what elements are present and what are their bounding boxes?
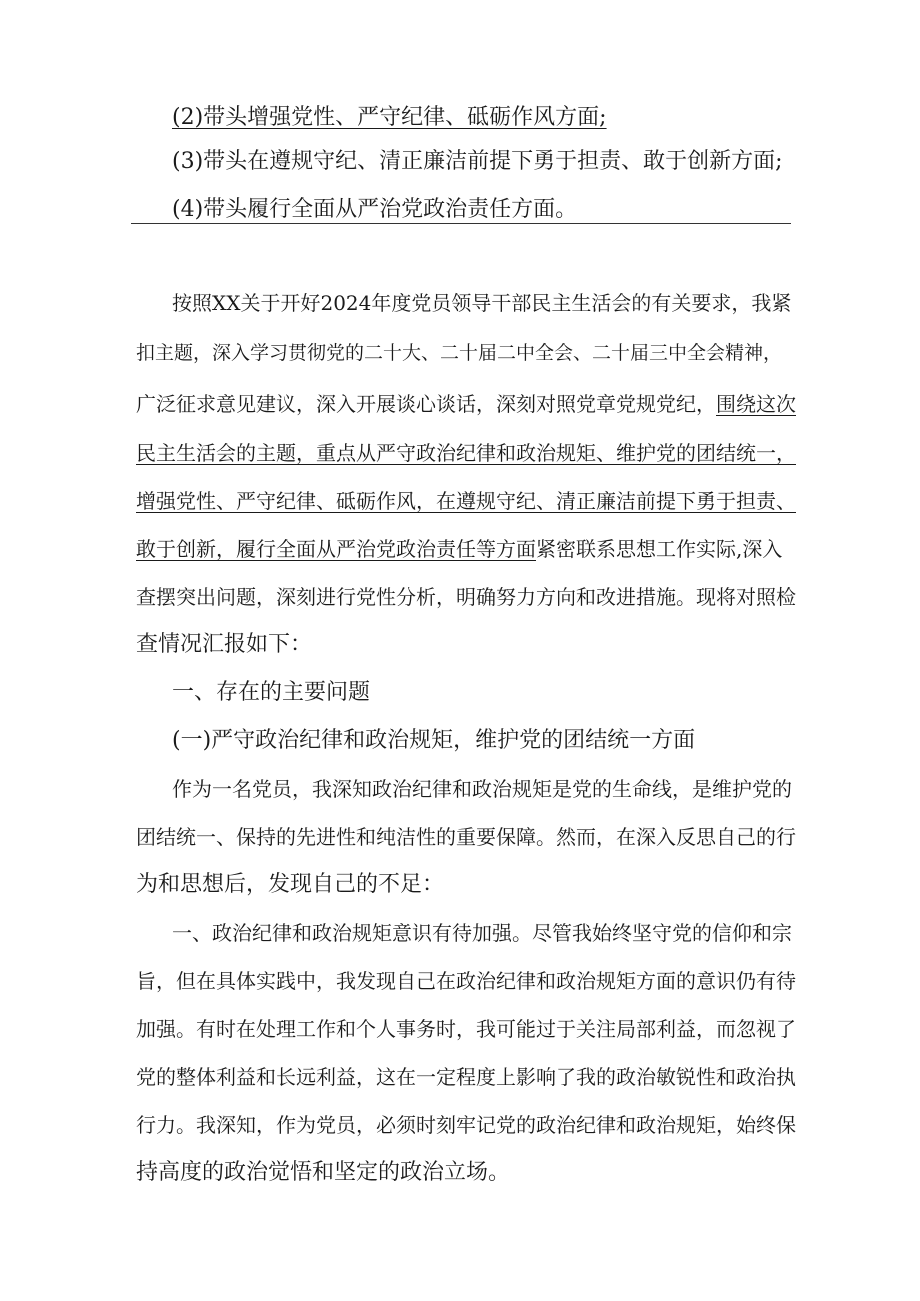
para3-line-2: 旨，但在具体实践中，我发现自己在政治纪律和政治规矩方面的意识仍有待 [136, 969, 796, 993]
intro-line-5: 增强党性、严守纪律、砥砺作风，在遵规守纪、清正廉洁前提下勇于担责、 [136, 489, 796, 513]
para3-line-4: 党的整体利益和长远利益，这在一定程度上影响了我的政治敏锐性和政治执 [136, 1065, 796, 1089]
intro-line-3-underlined: 围绕这次 [716, 392, 796, 416]
para3-line-1: 一、政治纪律和政治规矩意识有待加强。尽管我始终坚守党的信仰和宗 [172, 921, 792, 945]
intro-line-6 [136, 536, 782, 562]
intro-line-3-plain: 广泛征求意见建议，深入开展谈心谈话，深刻对照党章党规党纪， [136, 392, 716, 416]
subsection-heading: (一)严守政治纪律和政治规矩，维护党的团结统一方面 [172, 728, 696, 753]
intro-line-8: 查情况汇报如下： [136, 632, 313, 657]
para3-line-6: 持高度的政治觉悟和坚定的政治立场。 [136, 1160, 511, 1185]
item-4: (4)带头履行全面从严治党政治责任方面。 [172, 197, 578, 222]
item-3: (3)带头在遵规守纪、清正廉洁前提下勇于担责、敢于创新方面; [172, 149, 783, 174]
intro-line-6-underlined: 敢于创新，履行全面从严治党政治责任等方面 [136, 537, 536, 561]
para2-line-3: 为和思想后，发现自己的不足： [136, 872, 445, 897]
divider-line [131, 223, 791, 224]
para2-line-1: 作为一名党员，我深知政治纪律和政治规矩是党的生命线，是维护党的 [172, 777, 792, 801]
intro-line-2: 扣主题，深入学习贯彻党的二十大、二十届二中全会、二十届三中全会精神， [136, 342, 783, 364]
intro-line-6-plain: 紧密联系思想工作实际,深入 [536, 537, 783, 561]
para2-line-2: 团结统一、保持的先进性和纯洁性的重要保障。然而，在深入反思自己的行 [136, 825, 796, 849]
intro-line-1: 按照XX关于开好2024年度党员领导干部民主生活会的有关要求，我紧 [172, 291, 792, 315]
item-2: (2)带头增强党性、严守纪律、砥砺作风方面; [172, 105, 607, 130]
intro-line-4: 民主生活会的主题，重点从严守政治纪律和政治规矩、维护党的团结统一， [136, 441, 796, 465]
section-heading: 一、存在的主要问题 [172, 680, 371, 705]
para3-line-3: 加强。有时在处理工作和个人事务时，我可能过于关注局部利益，而忽视了 [136, 1017, 796, 1041]
intro-line-7: 查摆突出问题，深刻进行党性分析，明确努力方向和改进措施。现将对照检 [136, 585, 796, 609]
intro-line-3 [136, 391, 796, 417]
para3-line-5: 行力。我深知，作为党员，必须时刻牢记党的政治纪律和政治规矩，始终保 [136, 1113, 796, 1137]
